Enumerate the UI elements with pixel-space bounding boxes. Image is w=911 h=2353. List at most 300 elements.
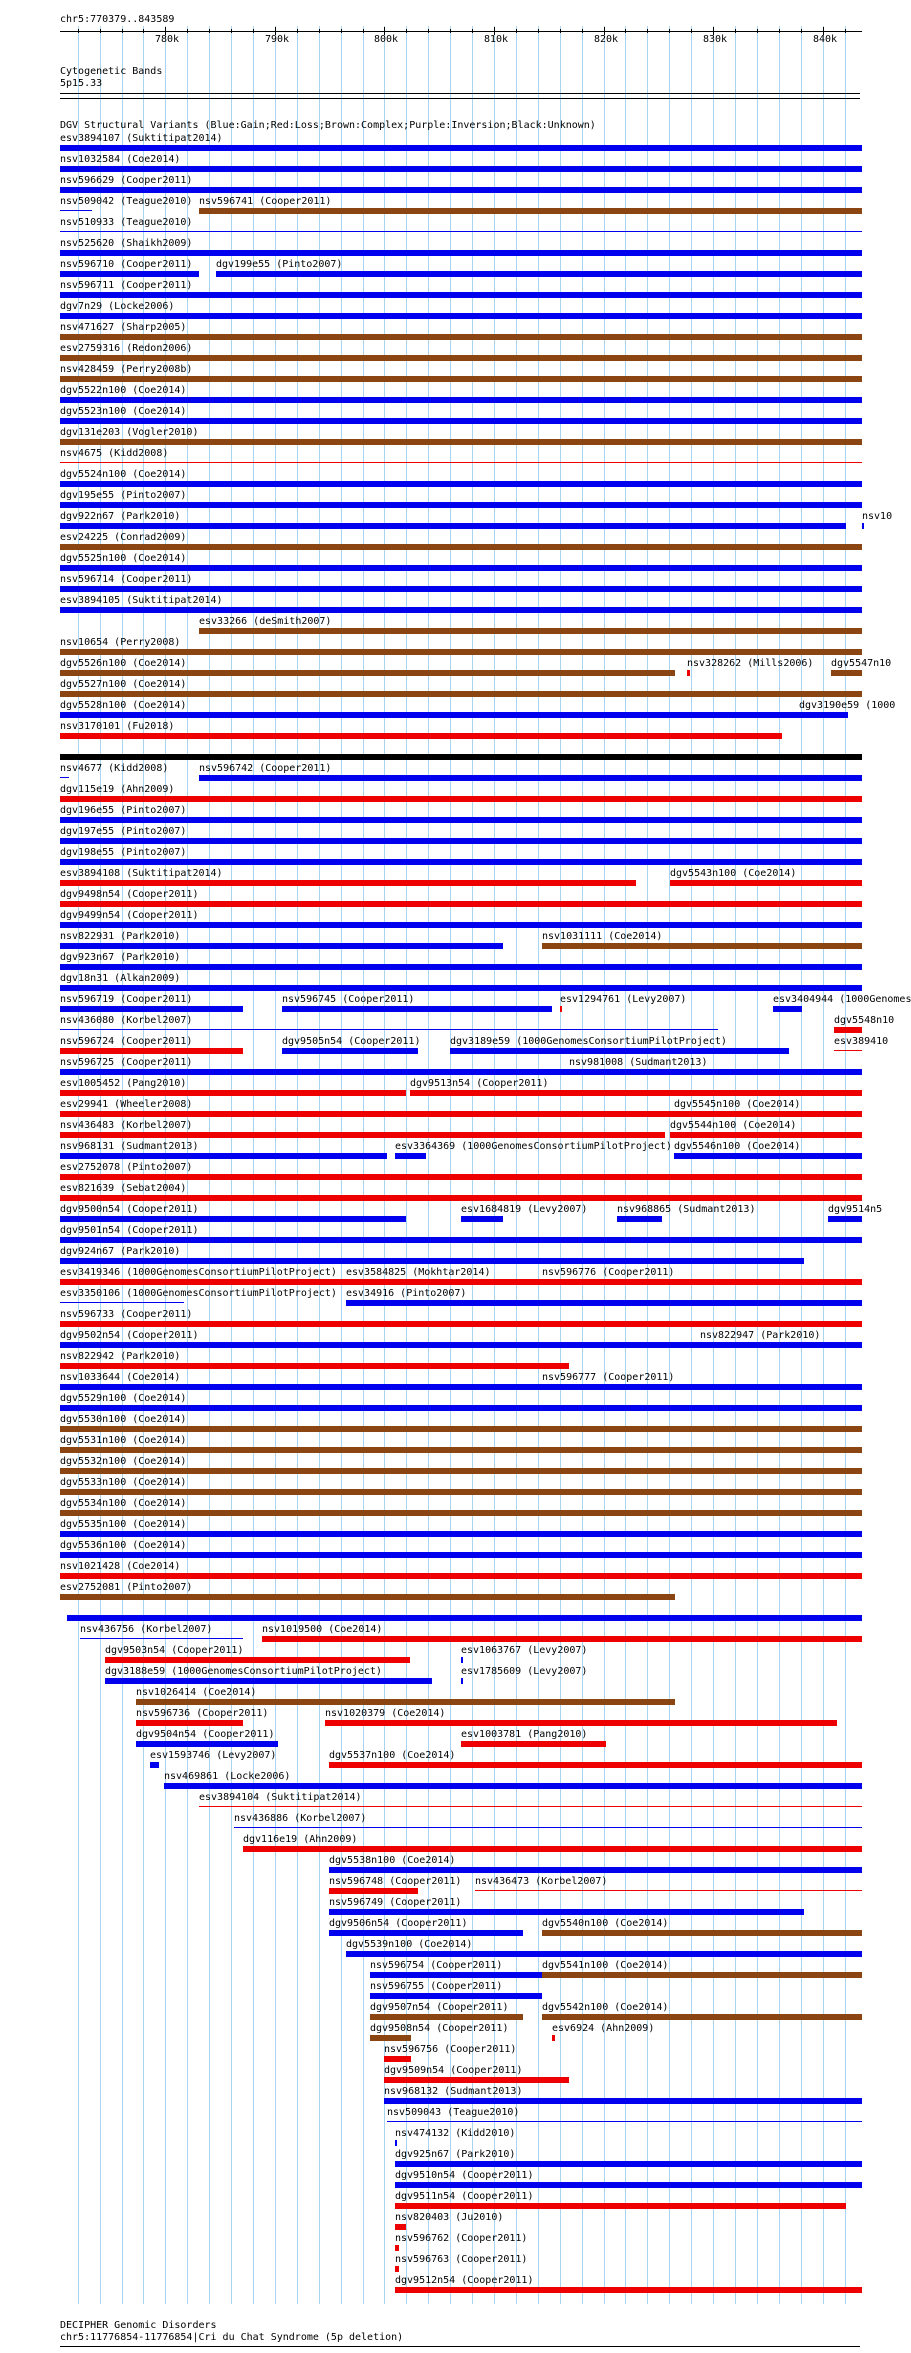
variant-label[interactable]: nsv10654 (Perry2008) — [60, 637, 181, 648]
variant-bar-loss[interactable] — [60, 796, 862, 802]
variant-label[interactable]: esv389410 — [834, 1036, 889, 1047]
decipher-track-title: DECIPHER Genomic Disorders — [60, 2320, 217, 2331]
variant-label[interactable]: dgv5531n100 (Coe2014) — [60, 1435, 187, 1446]
variant-bar-gain[interactable] — [370, 1993, 542, 1999]
variant-label[interactable]: dgv5536n100 (Coe2014) — [60, 1540, 187, 1551]
variant-bar-loss[interactable] — [687, 670, 690, 676]
variant-bar-gain[interactable] — [60, 418, 862, 424]
variant-label[interactable]: nsv596741 (Cooper2011) — [199, 196, 332, 207]
variant-bar-gain[interactable] — [60, 1258, 804, 1264]
variant-label[interactable]: dgv5543n100 (Coe2014) — [670, 868, 797, 879]
variant-label[interactable]: dgv5537n100 (Coe2014) — [329, 1750, 456, 1761]
variant-label[interactable]: nsv471627 (Sharp2005) — [60, 322, 187, 333]
variant-label[interactable]: esv821639 (Sebat2004) — [60, 1183, 187, 1194]
variant-bar-loss[interactable] — [410, 1090, 862, 1096]
ruler-minor-tick — [428, 29, 429, 33]
variant-bar-complex[interactable] — [370, 2035, 411, 2041]
variant-bar-complex[interactable] — [542, 943, 862, 949]
variant-label[interactable]: esv3404944 (1000Genomes — [773, 994, 911, 1005]
variant-bar-loss[interactable] — [329, 1888, 418, 1894]
variant-bar-complex[interactable] — [60, 544, 862, 550]
variant-label[interactable]: nsv822931 (Park2010) — [60, 931, 181, 942]
variant-label[interactable]: dgv5548n10 — [834, 1015, 895, 1026]
variant-label[interactable]: esv6924 (Ahn2009) — [552, 2023, 655, 2034]
variant-label[interactable]: nsv596733 (Cooper2011) — [60, 1309, 193, 1320]
variant-label[interactable]: nsv596742 (Cooper2011) — [199, 763, 332, 774]
variant-bar-complex[interactable] — [60, 1426, 862, 1432]
variant-bar-gain[interactable] — [60, 964, 862, 970]
variant-bar-gain[interactable] — [136, 1741, 278, 1747]
variant-label[interactable]: esv3350106 (1000GenomesConsortiumPilotProject) — [60, 1288, 337, 1299]
variant-bar-gain[interactable] — [60, 481, 862, 487]
variant-label[interactable]: dgv9512n54 (Cooper2011) — [395, 2275, 534, 2286]
variant-label[interactable]: nsv596748 (Cooper2011) — [329, 1876, 462, 1887]
variant-bar-loss[interactable] — [346, 1279, 533, 1285]
variant-label[interactable]: nsv436473 (Korbel2007) — [475, 1876, 608, 1887]
variant-label[interactable]: dgv5541n100 (Coe2014) — [542, 1960, 669, 1971]
variant-label[interactable]: dgv5522n100 (Coe2014) — [60, 385, 187, 396]
ruler-tick-label: 840k — [813, 34, 838, 45]
variant-bar-gain[interactable] — [60, 817, 862, 823]
variant-bar-gain[interactable] — [461, 1216, 503, 1222]
variant-label[interactable]: nsv4675 (Kidd2008) — [60, 448, 169, 459]
variant-bar-gain[interactable] — [60, 838, 862, 844]
variant-label[interactable]: dgv5546n100 (Coe2014) — [674, 1141, 801, 1152]
variant-bar-loss[interactable] — [560, 1006, 562, 1012]
ruler-minor-tick — [231, 29, 232, 33]
variant-label[interactable]: dgv9513n54 (Cooper2011) — [410, 1078, 549, 1089]
variant-bar-loss[interactable] — [670, 880, 862, 886]
variant-label[interactable]: nsv469861 (Locke2006) — [164, 1771, 291, 1782]
variant-label[interactable]: esv33266 (deSmith2007) — [199, 616, 332, 627]
variant-label[interactable]: dgv3189e59 (1000GenomesConsortiumPilotProject) — [450, 1036, 727, 1047]
variant-label[interactable]: esv29941 (Wheeler2008) — [60, 1099, 193, 1110]
cytoband-label: 5p15.33 — [60, 78, 103, 89]
variant-label[interactable]: nsv596736 (Cooper2011) — [136, 1708, 269, 1719]
variant-label[interactable]: nsv596711 (Cooper2011) — [60, 280, 193, 291]
variant-bar-gain[interactable] — [60, 1153, 387, 1159]
variant-label[interactable]: nsv968865 (Sudmant2013) — [617, 1204, 756, 1215]
variant-label[interactable]: nsv822942 (Park2010) — [60, 1351, 181, 1362]
variant-label[interactable]: esv3364369 (1000GenomesConsortiumPilotProject) — [395, 1141, 672, 1152]
variant-bar-gain[interactable] — [234, 1827, 862, 1828]
variant-bar-loss[interactable] — [461, 1741, 606, 1747]
variant-label[interactable]: nsv510933 (Teague2010) — [60, 217, 193, 228]
variant-label[interactable]: dgv9509n54 (Cooper2011) — [384, 2065, 523, 2076]
variant-bar-gain[interactable] — [60, 397, 862, 403]
variant-label[interactable]: dgv5544n100 (Coe2014) — [670, 1120, 797, 1131]
variant-label[interactable]: dgv9500n54 (Cooper2011) — [60, 1204, 199, 1215]
ruler-minor-tick — [341, 29, 342, 33]
variant-bar-complex[interactable] — [370, 2014, 523, 2020]
variant-bar-loss[interactable] — [395, 2266, 399, 2272]
variant-label[interactable]: nsv596724 (Cooper2011) — [60, 1036, 193, 1047]
gridline — [297, 26, 298, 2304]
variant-bar-complex[interactable] — [60, 1447, 862, 1453]
variant-label[interactable]: nsv596725 (Cooper2011) — [60, 1057, 193, 1068]
variant-label[interactable]: esv3584825 (Mokhtar2014) — [346, 1267, 491, 1278]
ruler-minor-tick — [538, 29, 539, 33]
variant-bar-gain[interactable] — [773, 1006, 802, 1012]
variant-bar-gain[interactable] — [60, 523, 846, 529]
ruler-minor-tick — [187, 29, 188, 33]
gridline — [735, 26, 736, 2304]
variant-label[interactable]: dgv9511n54 (Cooper2011) — [395, 2191, 534, 2202]
variant-bar-loss[interactable] — [542, 1279, 720, 1285]
variant-label[interactable]: dgv5524n100 (Coe2014) — [60, 469, 187, 480]
ruler-minor-tick — [779, 29, 780, 33]
variant-label[interactable]: nsv822947 (Park2010) — [700, 1330, 821, 1341]
variant-bar-gain[interactable] — [60, 712, 799, 718]
variant-bar-loss[interactable] — [60, 1195, 862, 1201]
variant-label[interactable]: dgv9514n5 — [828, 1204, 883, 1215]
variant-bar-loss[interactable] — [136, 1720, 243, 1726]
variant-bar-gain[interactable] — [862, 523, 864, 529]
variant-bar-loss[interactable] — [105, 1657, 410, 1663]
variant-label[interactable]: dgv5545n100 (Coe2014) — [674, 1099, 801, 1110]
gridline — [845, 26, 846, 2304]
variant-bar-gain[interactable] — [60, 1302, 184, 1303]
variant-label[interactable]: dgv9510n54 (Cooper2011) — [395, 2170, 534, 2181]
variant-label[interactable]: dgv131e203 (Vogler2010) — [60, 427, 199, 438]
gridline — [341, 26, 342, 2304]
variant-bar-complex[interactable] — [60, 334, 862, 340]
variant-bar-gain[interactable] — [67, 1615, 862, 1621]
variant-bar-gain[interactable] — [216, 271, 862, 277]
variant-label[interactable]: nsv1021428 (Coe2014) — [60, 1561, 181, 1572]
variant-label[interactable]: nsv981008 (Sudmant2013) — [569, 1057, 708, 1068]
variant-label[interactable]: esv2752078 (Pinto2007) — [60, 1162, 193, 1173]
variant-label[interactable]: nsv596777 (Cooper2011) — [542, 1372, 675, 1383]
variant-bar-gain[interactable] — [60, 1237, 862, 1243]
variant-label[interactable]: dgv9507n54 (Cooper2011) — [370, 2002, 509, 2013]
variant-bar-gain[interactable] — [346, 1951, 862, 1957]
variant-label[interactable]: dgv7n29 (Locke2006) — [60, 301, 175, 312]
variant-label[interactable]: nsv474132 (Kidd2010) — [395, 2128, 516, 2139]
variant-label[interactable]: nsv596754 (Cooper2011) — [370, 1960, 503, 1971]
variant-label[interactable]: esv1063767 (Levy2007) — [461, 1645, 588, 1656]
variant-bar-gain[interactable] — [60, 1552, 862, 1558]
variant-bar-gain[interactable] — [60, 250, 862, 256]
variant-label[interactable]: dgv18n31 (Alkan2009) — [60, 973, 181, 984]
variant-label[interactable]: dgv5533n100 (Coe2014) — [60, 1477, 187, 1488]
variant-bar-gain[interactable] — [60, 943, 503, 949]
variant-label[interactable]: dgv196e55 (Pinto2007) — [60, 805, 187, 816]
variant-label[interactable]: nsv436886 (Korbel2007) — [234, 1813, 367, 1824]
variant-label[interactable]: nsv1020379 (Coe2014) — [325, 1708, 446, 1719]
variant-label[interactable]: nsv968132 (Sudmant2013) — [384, 2086, 523, 2097]
variant-label[interactable]: esv2752081 (Pinto2007) — [60, 1582, 193, 1593]
variant-label[interactable]: nsv509043 (Teague2010) — [387, 2107, 520, 2118]
variant-bar-complex[interactable] — [60, 1510, 862, 1516]
variant-label[interactable]: nsv3170101 (Fu2018) — [60, 721, 175, 732]
variant-label[interactable]: dgv5526n100 (Coe2014) — [60, 658, 187, 669]
variant-bar-loss[interactable] — [60, 880, 636, 886]
variant-bar-complex[interactable] — [831, 670, 862, 676]
variant-bar-complex[interactable] — [60, 1468, 862, 1474]
variant-bar-loss[interactable] — [395, 2203, 846, 2209]
variant-bar-gain[interactable] — [617, 1216, 662, 1222]
variant-bar-gain[interactable] — [60, 313, 862, 319]
variant-bar-loss[interactable] — [60, 1132, 665, 1138]
variant-label[interactable]: nsv968131 (Sudmant2013) — [60, 1141, 199, 1152]
variant-bar-gain[interactable] — [461, 1678, 463, 1684]
variant-bar-loss[interactable] — [475, 1890, 862, 1891]
variant-bar-loss[interactable] — [670, 1132, 862, 1138]
variant-label[interactable]: nsv436080 (Korbel2007) — [60, 1015, 193, 1026]
variant-label[interactable]: nsv436483 (Korbel2007) — [60, 1120, 193, 1131]
variant-label[interactable]: dgv9506n54 (Cooper2011) — [329, 1918, 468, 1929]
variant-label[interactable]: esv3894108 (Suktitipat2014) — [60, 868, 223, 879]
decipher-entry[interactable]: chr5:11776854-11776854|Cri du Chat Syndrome (5p deletion) — [60, 2332, 404, 2343]
variant-bar-gain[interactable] — [395, 2140, 397, 2146]
variant-bar-gain[interactable] — [282, 1048, 418, 1054]
variant-label[interactable]: nsv525620 (Shaikh2009) — [60, 238, 193, 249]
ruler-tick-label: 830k — [703, 34, 728, 45]
variant-label[interactable]: dgv3188e59 (1000GenomesConsortiumPilotProject) — [105, 1666, 382, 1677]
variant-label[interactable]: dgv5528n100 (Coe2014) — [60, 700, 187, 711]
variant-bar-gain[interactable] — [80, 1638, 243, 1639]
variant-label[interactable]: dgv9503n54 (Cooper2011) — [105, 1645, 244, 1656]
variant-bar-loss[interactable] — [395, 2287, 862, 2293]
variant-bar-loss[interactable] — [60, 1090, 406, 1096]
variant-bar-gain[interactable] — [60, 859, 862, 865]
variant-bar-gain[interactable] — [384, 2098, 862, 2104]
variant-bar-loss[interactable] — [834, 1027, 862, 1033]
variant-bar-gain[interactable] — [329, 1867, 862, 1873]
variant-bar-gain[interactable] — [60, 922, 862, 928]
variant-bar-gain[interactable] — [60, 271, 199, 277]
variant-bar-loss[interactable] — [674, 1111, 862, 1117]
variant-label[interactable]: dgv116e19 (Ahn2009) — [243, 1834, 358, 1845]
variant-label[interactable]: nsv1031111 (Coe2014) — [542, 931, 663, 942]
variant-bar-gain[interactable] — [329, 1909, 804, 1915]
variant-bar-complex[interactable] — [60, 1489, 862, 1495]
variant-label[interactable]: esv2759316 (Redon2006) — [60, 343, 193, 354]
variant-bar-gain[interactable] — [329, 1930, 523, 1936]
variant-label[interactable]: nsv596749 (Cooper2011) — [329, 1897, 462, 1908]
variant-bar-loss[interactable] — [552, 2035, 555, 2041]
variant-label[interactable]: dgv9504n54 (Cooper2011) — [136, 1729, 275, 1740]
variant-label[interactable]: esv3894104 (Suktitipat2014) — [199, 1792, 362, 1803]
variant-bar-complex[interactable] — [60, 376, 862, 382]
variant-label[interactable]: dgv5530n100 (Coe2014) — [60, 1414, 187, 1425]
variant-label[interactable]: esv24225 (Conrad2009) — [60, 532, 187, 543]
variant-bar-loss[interactable] — [60, 901, 862, 907]
variant-bar-complex[interactable] — [542, 1972, 862, 1978]
variant-label[interactable]: dgv5535n100 (Coe2014) — [60, 1519, 187, 1530]
variant-bar-complex[interactable] — [199, 628, 862, 634]
variant-label[interactable]: nsv1033644 (Coe2014) — [60, 1372, 181, 1383]
variant-bar-gain[interactable] — [105, 1678, 432, 1684]
variant-bar-gain[interactable] — [569, 1069, 862, 1075]
variant-label[interactable]: nsv596776 (Cooper2011) — [542, 1267, 675, 1278]
variant-bar-gain[interactable] — [60, 292, 862, 298]
variant-bar-gain[interactable] — [60, 502, 862, 508]
variant-bar-loss[interactable] — [262, 1636, 862, 1642]
variant-bar-loss[interactable] — [60, 1321, 862, 1327]
variant-bar-loss[interactable] — [60, 462, 862, 463]
variant-bar-loss[interactable] — [243, 1846, 862, 1852]
variant-label[interactable]: dgv9508n54 (Cooper2011) — [370, 2023, 509, 2034]
variant-label[interactable]: nsv509042 (Teague2010) — [60, 196, 193, 207]
divider — [60, 98, 860, 99]
variant-label[interactable]: dgv5540n100 (Coe2014) — [542, 1918, 669, 1929]
variant-label[interactable]: nsv436756 (Korbel2007) — [80, 1624, 213, 1635]
variant-bar-gain[interactable] — [395, 1153, 426, 1159]
variant-label[interactable]: nsv596629 (Cooper2011) — [60, 175, 193, 186]
variant-bar-gain[interactable] — [60, 565, 862, 571]
variant-bar-complex[interactable] — [136, 1699, 675, 1705]
variant-label[interactable]: esv1003781 (Pang2010) — [461, 1729, 588, 1740]
variant-label[interactable]: dgv5523n100 (Coe2014) — [60, 406, 187, 417]
variant-label[interactable]: dgv3190e59 (1000 — [799, 700, 896, 711]
variant-bar-gain[interactable] — [346, 1300, 862, 1306]
variant-label[interactable]: dgv9501n54 (Cooper2011) — [60, 1225, 199, 1236]
variant-bar-loss[interactable] — [60, 1048, 243, 1054]
variant-bar-loss[interactable] — [395, 2224, 406, 2230]
variant-label[interactable]: esv3419346 (1000GenomesConsortiumPilotProject) — [60, 1267, 337, 1278]
variant-bar-gain[interactable] — [60, 231, 862, 232]
variant-bar-gain[interactable] — [60, 1029, 718, 1030]
variant-bar-loss[interactable] — [60, 1174, 862, 1180]
ruler-minor-tick — [735, 29, 736, 33]
variant-label[interactable]: nsv596762 (Cooper2011) — [395, 2233, 528, 2244]
variant-label[interactable]: dgv9502n54 (Cooper2011) — [60, 1330, 199, 1341]
variant-bar-complex[interactable] — [199, 208, 862, 214]
variant-label[interactable]: nsv596756 (Cooper2011) — [384, 2044, 517, 2055]
variant-bar-gain[interactable] — [60, 1006, 243, 1012]
variant-bar-gain[interactable] — [395, 2182, 862, 2188]
variant-label[interactable]: nsv10 — [862, 511, 893, 522]
variant-label[interactable]: nsv596719 (Cooper2011) — [60, 994, 193, 1005]
variant-bar-gain[interactable] — [395, 2161, 862, 2167]
variant-bar-gain[interactable] — [150, 1762, 159, 1768]
variant-label[interactable]: nsv596710 (Cooper2011) — [60, 259, 193, 270]
variant-bar-gain[interactable] — [60, 187, 862, 193]
variant-label[interactable]: esv1593746 (Levy2007) — [150, 1750, 277, 1761]
variant-label[interactable]: nsv596755 (Cooper2011) — [370, 1981, 503, 1992]
variant-label[interactable]: dgv9498n54 (Cooper2011) — [60, 889, 199, 900]
variant-label[interactable]: nsv328262 (Mills2006) — [687, 658, 814, 669]
variant-bar-complex[interactable] — [60, 439, 862, 445]
variant-bar-loss[interactable] — [60, 733, 782, 739]
variant-bar-gain[interactable] — [828, 1216, 862, 1222]
variant-label[interactable]: esv3894107 (Suktitipat2014) — [60, 133, 223, 144]
variant-label[interactable]: nsv4677 (Kidd2008) — [60, 763, 169, 774]
variant-bar-gain[interactable] — [164, 1783, 862, 1789]
ruler-tick-label: 820k — [594, 34, 619, 45]
variant-bar-complex[interactable] — [60, 670, 675, 676]
variant-label[interactable]: dgv115e19 (Ahn2009) — [60, 784, 175, 795]
variant-label[interactable]: nsv1019500 (Coe2014) — [262, 1624, 383, 1635]
variant-bar-gain[interactable] — [674, 1153, 862, 1159]
variant-bar-gain[interactable] — [60, 1216, 406, 1222]
variant-label[interactable]: dgv5538n100 (Coe2014) — [329, 1855, 456, 1866]
variant-bar-loss[interactable] — [329, 1762, 862, 1768]
variant-bar-gain[interactable] — [60, 166, 862, 172]
variant-bar-gain[interactable] — [60, 607, 862, 613]
variant-label[interactable]: esv34916 (Pinto2007) — [346, 1288, 467, 1299]
variant-bar-gain[interactable] — [282, 1006, 552, 1012]
variant-label[interactable]: dgv922n67 (Park2010) — [60, 511, 181, 522]
variant-label[interactable]: esv1005452 (Pang2010) — [60, 1078, 187, 1089]
variant-bar-gain[interactable] — [799, 712, 848, 718]
variant-bar-gain[interactable] — [60, 1405, 862, 1411]
variant-label[interactable]: dgv9499n54 (Cooper2011) — [60, 910, 199, 921]
variant-bar-gain[interactable] — [60, 210, 92, 211]
variant-label[interactable]: dgv5525n100 (Coe2014) — [60, 553, 187, 564]
variant-bar-gain[interactable] — [60, 777, 69, 778]
variant-bar-loss[interactable] — [325, 1720, 837, 1726]
variant-bar-complex[interactable] — [542, 2014, 862, 2020]
variant-label[interactable]: dgv195e55 (Pinto2007) — [60, 490, 187, 501]
variant-label[interactable]: nsv596714 (Cooper2011) — [60, 574, 193, 585]
variant-label[interactable]: dgv925n67 (Park2010) — [395, 2149, 516, 2160]
variant-bar-complex[interactable] — [60, 649, 862, 655]
variant-label[interactable]: dgv197e55 (Pinto2007) — [60, 826, 187, 837]
variant-label[interactable]: dgv924n67 (Park2010) — [60, 1246, 181, 1257]
variant-bar-gain[interactable] — [199, 775, 862, 781]
variant-bar-complex[interactable] — [542, 1930, 862, 1936]
variant-label[interactable]: dgv5527n100 (Coe2014) — [60, 679, 187, 690]
variant-label[interactable]: esv1294761 (Levy2007) — [560, 994, 687, 1005]
variant-label[interactable]: nsv596763 (Cooper2011) — [395, 2254, 528, 2265]
variant-bar-loss[interactable] — [60, 1363, 569, 1369]
variant-label[interactable]: nsv1032584 (Coe2014) — [60, 154, 181, 165]
variant-label[interactable]: dgv5542n100 (Coe2014) — [542, 2002, 669, 2013]
variant-bar-gain[interactable] — [700, 1342, 862, 1348]
variant-label[interactable]: dgv5547n10 — [831, 658, 892, 669]
variant-bar-gain[interactable] — [450, 1048, 789, 1054]
variant-label[interactable]: esv1684819 (Levy2007) — [461, 1204, 588, 1215]
variant-label[interactable]: nsv820403 (Ju2010) — [395, 2212, 504, 2223]
variant-label[interactable]: dgv5534n100 (Coe2014) — [60, 1498, 187, 1509]
variant-bar-unknown[interactable] — [60, 754, 862, 760]
variant-bar-loss[interactable] — [384, 2056, 411, 2062]
variant-bar-gain[interactable] — [387, 2121, 862, 2122]
variant-label[interactable]: dgv5539n100 (Coe2014) — [346, 1939, 473, 1950]
variant-label[interactable]: esv1785609 (Levy2007) — [461, 1666, 588, 1677]
ruler-tick-label: 800k — [374, 34, 399, 45]
variant-label[interactable]: nsv596745 (Cooper2011) — [282, 994, 415, 1005]
variant-bar-gain[interactable] — [542, 1384, 862, 1390]
variant-bar-complex[interactable] — [60, 1594, 675, 1600]
variant-bar-loss[interactable] — [384, 2077, 569, 2083]
variant-bar-loss[interactable] — [199, 1806, 862, 1807]
variant-bar-complex[interactable] — [60, 355, 862, 361]
variant-label[interactable]: nsv1026414 (Coe2014) — [136, 1687, 257, 1698]
variant-label[interactable]: dgv923n67 (Park2010) — [60, 952, 181, 963]
variant-bar-gain[interactable] — [60, 586, 862, 592]
variant-label[interactable]: dgv9505n54 (Cooper2011) — [282, 1036, 421, 1047]
variant-bar-gain[interactable] — [60, 985, 862, 991]
variant-bar-gain[interactable] — [60, 1531, 862, 1537]
variant-label[interactable]: dgv5532n100 (Coe2014) — [60, 1456, 187, 1467]
variant-bar-loss[interactable] — [395, 2245, 399, 2251]
variant-bar-gain[interactable] — [60, 145, 862, 151]
variant-bar-complex[interactable] — [60, 691, 862, 697]
variant-label[interactable]: dgv199e55 (Pinto2007) — [216, 259, 343, 270]
variant-bar-gain[interactable] — [461, 1657, 463, 1663]
variant-bar-loss[interactable] — [60, 1573, 862, 1579]
variant-label[interactable]: nsv428459 (Perry2008b) — [60, 364, 193, 375]
variant-label[interactable]: dgv5529n100 (Coe2014) — [60, 1393, 187, 1404]
gridline — [363, 26, 364, 2304]
variant-label[interactable]: dgv198e55 (Pinto2007) — [60, 847, 187, 858]
variant-label[interactable]: esv3894105 (Suktitipat2014) — [60, 595, 223, 606]
variant-bar-loss[interactable] — [834, 1050, 862, 1051]
